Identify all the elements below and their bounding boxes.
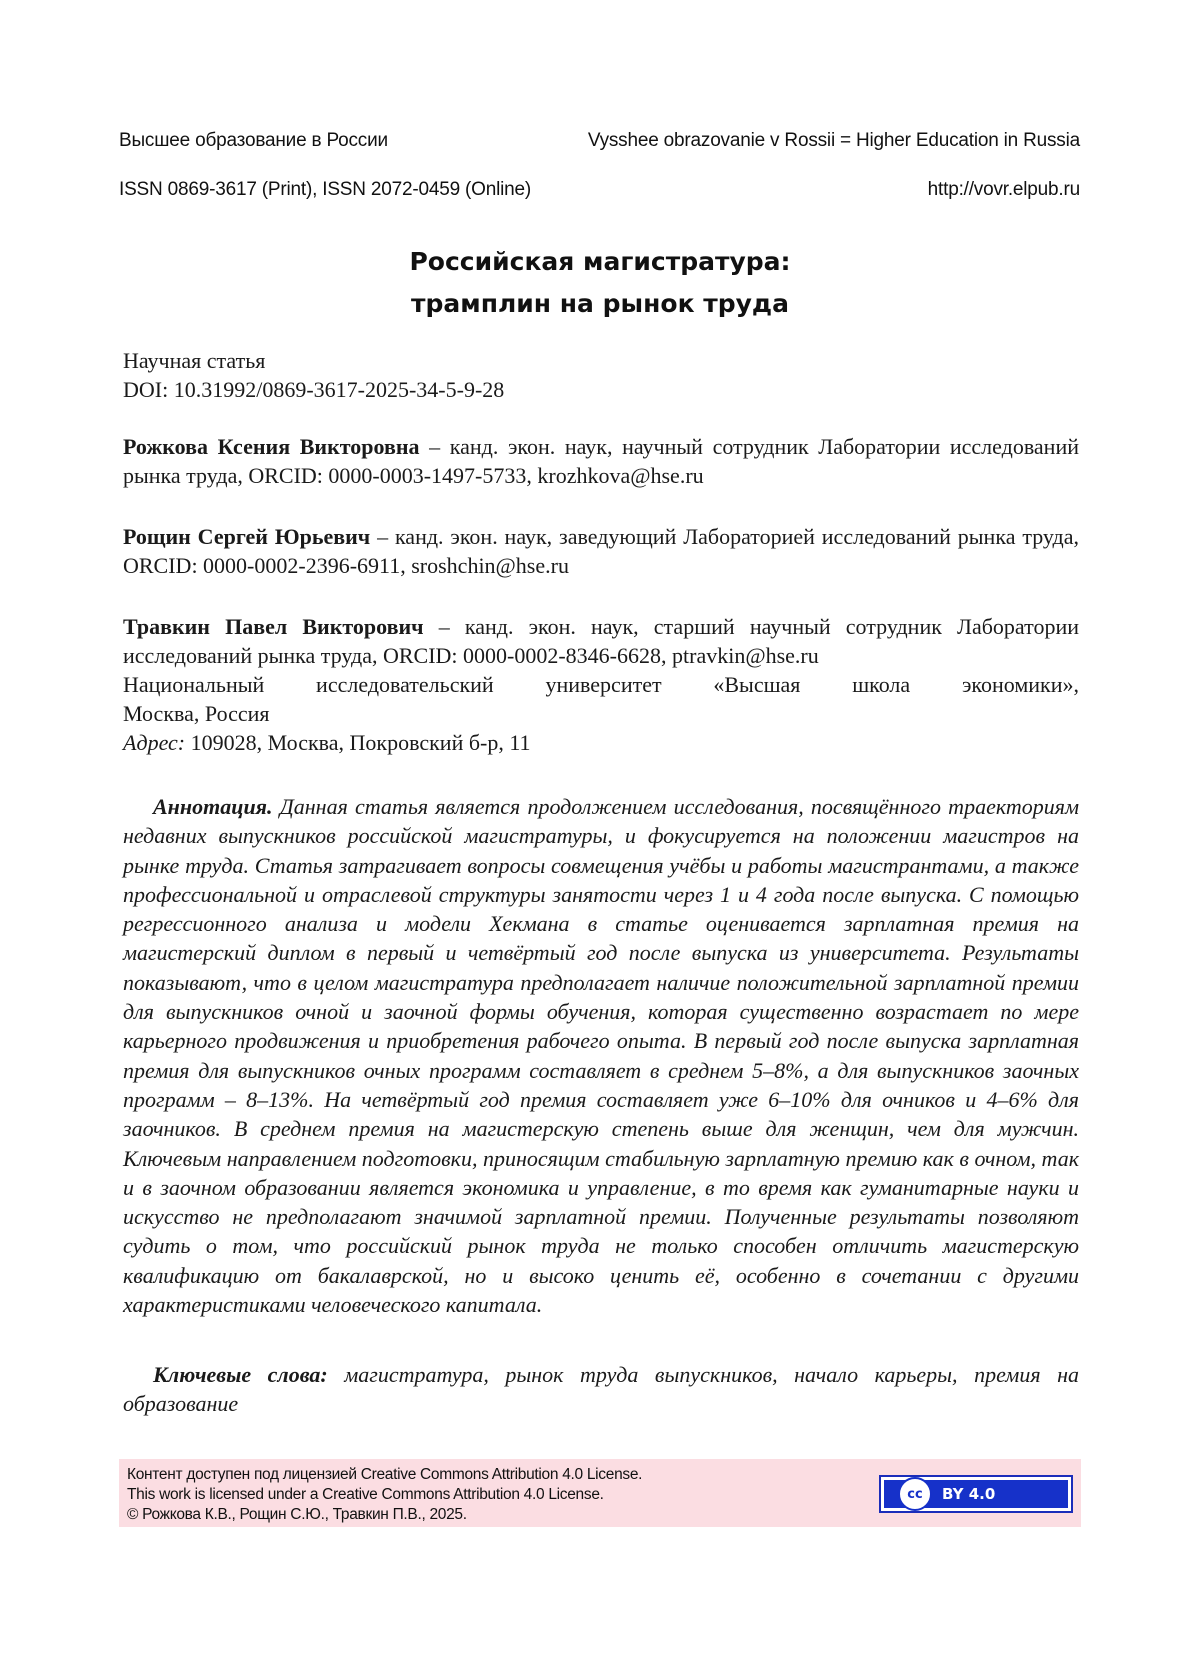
license-line-en: This work is licensed under a Creative Commons Attribution 4.0 License. — [127, 1486, 604, 1503]
issn: ISSN 0869-3617 (Print), ISSN 2072-0459 (Online) — [119, 179, 531, 200]
keywords — [123, 1360, 1079, 1418]
abstract — [123, 792, 1079, 1319]
creative-commons-icon: cc — [898, 1477, 932, 1511]
address — [123, 728, 1079, 757]
journal-url[interactable]: http://vovr.elpub.ru — [927, 179, 1080, 200]
author-3 — [123, 612, 1079, 670]
author-2 — [123, 522, 1079, 580]
journal-title-ru: Высшее образование в России — [119, 130, 388, 151]
license-box — [119, 1459, 1081, 1527]
author-2-info: – канд. экон. наук, заведующий Лабораторией исследований рынка труда, ORCID: 0000-0002-2396-6911, sroshchin@hse.ru — [123, 524, 1079, 578]
license-text — [127, 1465, 642, 1525]
author-3-info: – канд. экон. наук, старший научный сотрудник Лаборатории исследований рынка труда, ORCID: 0000-0002-8346-6628, ptravkin@hse.ru — [123, 614, 1079, 668]
author-1-info: – канд. экон. наук, научный сотрудник Лаборатории исследований рынка труда, ORCID: 0000-0003-1497-5733, krozhkova@hse.ru — [123, 434, 1079, 488]
author-2-name: Рощин Сергей Юрьевич — [123, 524, 371, 549]
article-meta — [123, 346, 1079, 404]
copyright: © Рожкова К.В., Рощин С.Ю., Травкин П.В., 2025. — [127, 1506, 467, 1523]
cc-by-badge[interactable] — [879, 1475, 1073, 1513]
author-3-name: Травкин Павел Викторович — [123, 614, 424, 639]
journal-title-en: Vysshee obrazovanie v Rossii = Higher Education in Russia — [587, 130, 1080, 151]
cc-badge-label: BY 4.0 — [942, 1485, 996, 1503]
affiliation-line-2: Москва, Россия — [123, 701, 270, 726]
author-1-name: Рожкова Ксения Викторовна — [123, 434, 420, 459]
address-label: Адрес: — [123, 730, 186, 755]
article-title-line-2: трамплин на рынок труда — [411, 289, 789, 318]
address-text: 109028, Москва, Покровский б-р, 11 — [185, 730, 531, 755]
article-title — [0, 241, 1200, 325]
running-header — [119, 130, 1080, 152]
license-line-ru: Контент доступен под лицензией Creative Commons Attribution 4.0 License. — [127, 1466, 643, 1483]
keywords-text: магистратура, рынок труда выпускников, начало карьеры, премия на образование — [123, 1362, 1079, 1416]
abstract-text: Данная статья является продолжением исследования, посвящённого траекториям недавних выпускников российской магистратуры, и фокусируется на положении магистров на рынке труда. Статья затрагивает вопросы совмещения учёбы и работы магистрантами, а также профессиональной и отраслевой структуры занятости через 1 и 4 года после выпуска. С помощью регрессионного анализа и модели Хекмана в статье оценивается зарплатная премия на магистерский диплом в первый и четвёртый год после выпуска из университета. Результаты показывают, что в целом магистратура предполагает наличие положительной зарплатной премии для выпускников очной и заочной формы обучения, которая существенно возрастает по мере карьерного продвижения и приобретения рабочего опыта. В первый год после выпуска зарплатная премия для выпускников очных программ составляет в среднем 5–8%, а для выпускников заочных программ – 8–13%. На четвёртый год премия составляет уже 6–10% для очников и 4–6% для заочников. В среднем премия на магистерскую степень выше для женщин, чем для мужчин. Ключевым направлением подготовки, приносящим стабильную зарплатную премию как в очном, так и в заочном образовании является экономика и управление, в то время как гуманитарные науки и искусство не предполагают значимой зарплатной премии. Полученные результаты позволяют судить о том, что российский рынок труда не только способен отличить магистерскую квалификацию от бакалаврской, но и высоко ценить её, особенно в сочетании с другими характеристиками человеческого капитала. — [123, 794, 1079, 1318]
abstract-label: Аннотация. — [153, 794, 273, 819]
issn-header — [119, 179, 1080, 201]
keywords-label: Ключевые слова: — [153, 1362, 328, 1387]
affiliation-line-1: Национальный исследовательский университет «Высшая школа экономики», — [123, 672, 1079, 697]
article-type: Научная статья — [123, 348, 266, 373]
author-1 — [123, 432, 1079, 490]
article-title-line-1: Российская магистратура: — [409, 247, 791, 276]
doi[interactable]: DOI: 10.31992/0869-3617-2025-34-5-9-28 — [123, 377, 505, 402]
cc-badge-inner — [884, 1480, 1068, 1508]
